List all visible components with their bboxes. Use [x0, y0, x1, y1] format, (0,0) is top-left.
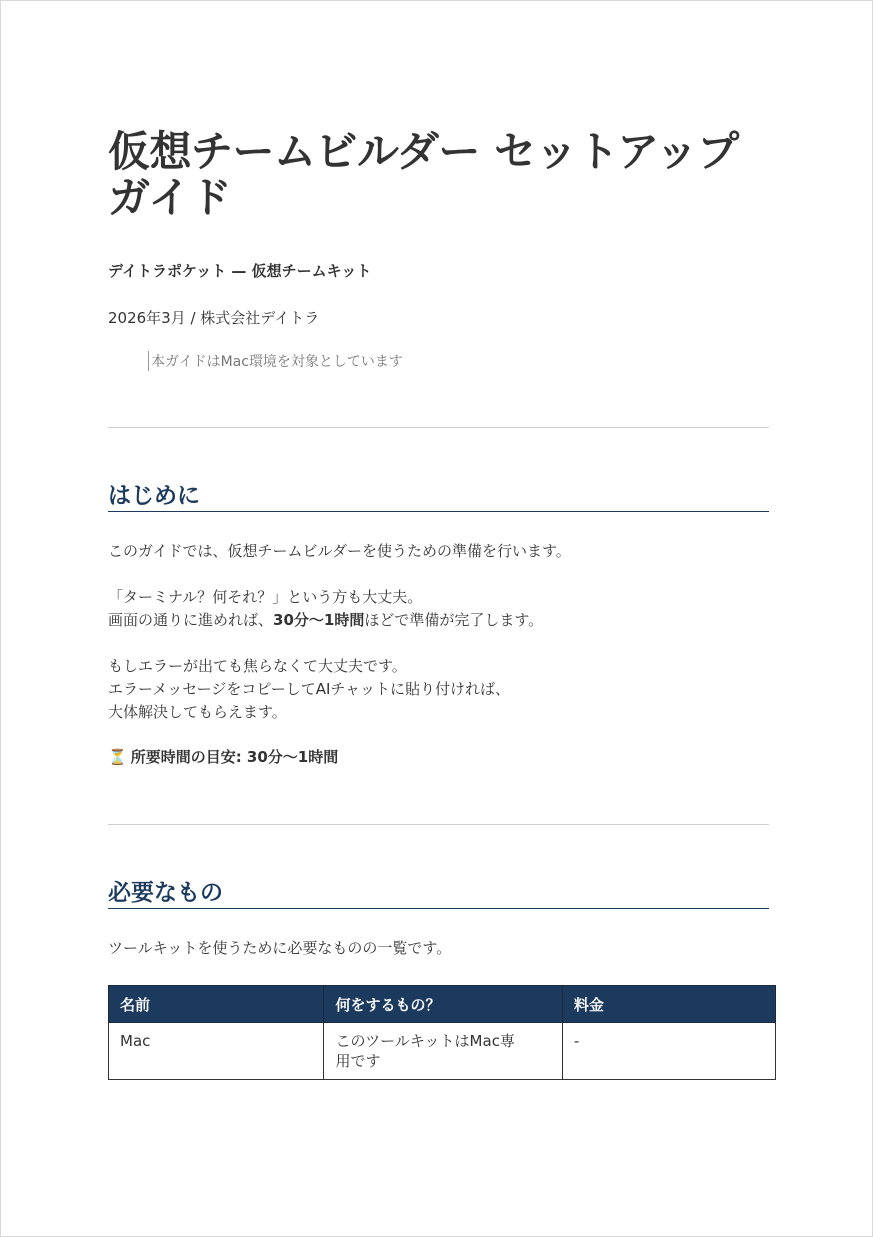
cell-purpose-line-1: このツールキットはMac専 — [335, 1032, 515, 1050]
table-header-row — [109, 986, 776, 1023]
intro-paragraph-2 — [108, 586, 769, 632]
page-title: 仮想チームビルダー セットアップガイド — [108, 127, 739, 222]
intro-paragraph-3 — [108, 655, 769, 724]
cell-name: Mac — [109, 1023, 324, 1080]
column-header-name: 名前 — [109, 986, 324, 1023]
requirements-table — [108, 985, 776, 1080]
environment-note: 本ガイドはMac環境を対象としています — [148, 351, 403, 371]
hourglass-icon: ⏳ — [108, 748, 127, 766]
intro-p3-line-3: 大体解決してもらえます。 — [108, 703, 287, 721]
cell-purpose — [324, 1023, 562, 1080]
section-heading-requirements: 必要なもの — [108, 878, 769, 909]
estimated-time-label: 所要時間の目安: 30分〜1時間 — [130, 748, 339, 766]
intro-p2-duration: 30分〜1時間 — [273, 611, 365, 629]
divider — [108, 427, 769, 428]
column-header-purpose: 何をするもの？ — [324, 986, 562, 1023]
intro-p2-line-2 — [108, 609, 769, 632]
cell-purpose-line-2: 用です — [335, 1052, 381, 1070]
estimated-time — [108, 746, 769, 769]
column-header-price: 料金 — [562, 986, 775, 1023]
intro-p2-prefix: 画面の通りに進めれば、 — [108, 611, 274, 629]
intro-p3-line-1: もしエラーが出ても焦らなくて大丈夫です。 — [108, 657, 407, 675]
requirements-description: ツールキットを使うために必要なものの一覧です。 — [108, 939, 452, 957]
intro-paragraph-1: このガイドでは、仮想チームビルダーを使うための準備を行います。 — [108, 542, 571, 560]
document-meta: 2026年3月 / 株式会社デイトラ — [108, 309, 320, 327]
table-row — [109, 1023, 776, 1080]
section-heading-intro: はじめに — [108, 481, 769, 512]
cell-price: - — [562, 1023, 775, 1080]
intro-p3-line-2: エラーメッセージをコピーしてAIチャットに貼り付ければ、 — [108, 680, 510, 698]
divider — [108, 824, 769, 825]
intro-p2-suffix: ほどで準備が完了します。 — [364, 611, 544, 629]
intro-p2-line-1: 「ターミナル？何それ？」という方も大丈夫。 — [108, 588, 423, 606]
document-subtitle: デイトラポケット — 仮想チームキット — [108, 262, 372, 280]
